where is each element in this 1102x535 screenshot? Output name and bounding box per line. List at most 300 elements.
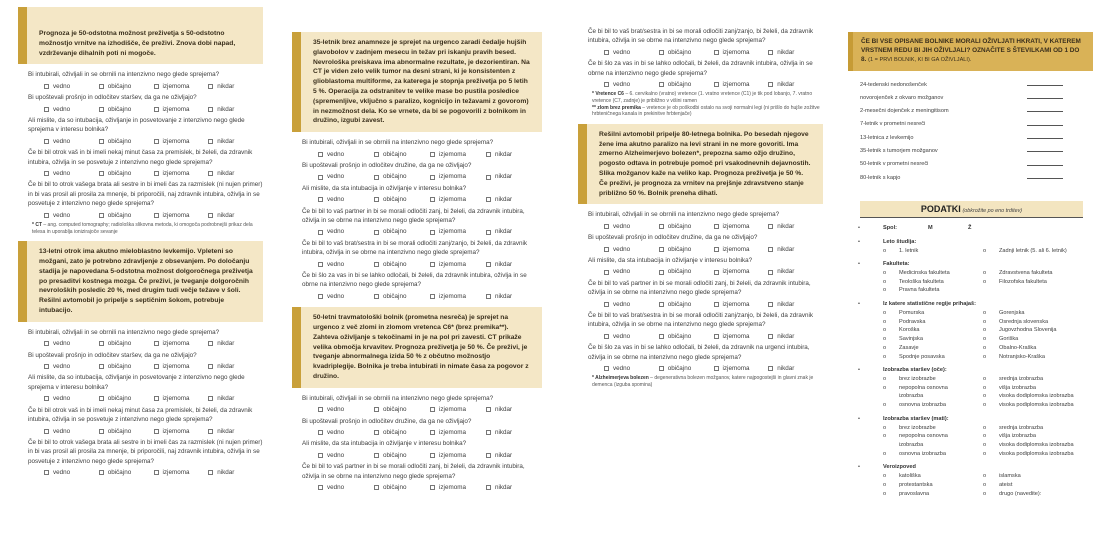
checkbox[interactable] (99, 364, 104, 369)
checkbox[interactable] (44, 107, 49, 112)
checkbox[interactable] (430, 430, 435, 435)
checkbox[interactable] (99, 429, 104, 434)
checkbox[interactable] (714, 334, 719, 339)
checkbox[interactable] (208, 364, 213, 369)
choice-label: 1. letnik (899, 247, 919, 254)
choice-option[interactable] (983, 441, 1093, 450)
choice-option[interactable] (883, 269, 983, 278)
checkbox[interactable] (659, 302, 664, 307)
checkbox[interactable] (430, 262, 435, 267)
checkbox[interactable] (374, 485, 379, 490)
checkbox[interactable] (430, 230, 435, 235)
answer-option-vedno[interactable] (318, 195, 374, 204)
choice-option[interactable] (983, 326, 1093, 335)
bullet: • (858, 301, 860, 308)
choice-option[interactable] (983, 450, 1093, 459)
checkbox[interactable] (44, 396, 49, 401)
rank-input-line[interactable] (1027, 85, 1063, 86)
checkbox[interactable] (486, 407, 491, 412)
choice-option[interactable] (983, 472, 1093, 481)
answer-option-izjemoma[interactable] (430, 292, 486, 301)
choice-option[interactable] (883, 375, 983, 384)
checkbox[interactable] (318, 485, 323, 490)
checkbox[interactable] (604, 247, 609, 252)
checkbox[interactable] (318, 175, 323, 180)
choice-option[interactable] (983, 424, 1093, 433)
answer-option-običajno[interactable] (659, 300, 714, 309)
checkbox[interactable] (44, 341, 49, 346)
answer-option-nikdar[interactable] (208, 82, 263, 91)
answer-option-nikdar[interactable] (486, 483, 542, 492)
checkbox[interactable] (318, 294, 323, 299)
checkbox[interactable] (374, 152, 379, 157)
choice-option[interactable] (883, 432, 983, 449)
checkbox[interactable] (604, 50, 609, 55)
answer-option-vedno[interactable] (318, 172, 374, 181)
answer-option-nikdar[interactable] (486, 405, 542, 414)
answer-option-izjemoma[interactable] (154, 427, 209, 436)
answer-option-nikdar[interactable] (208, 427, 263, 436)
checkbox[interactable] (486, 453, 491, 458)
answer-option-običajno[interactable] (659, 80, 714, 89)
checkbox[interactable] (208, 396, 213, 401)
rank-input-line[interactable] (1027, 125, 1063, 126)
checkbox[interactable] (374, 430, 379, 435)
answer-option-izjemoma[interactable] (714, 300, 769, 309)
checkbox[interactable] (208, 341, 213, 346)
answer-option-običajno[interactable] (99, 211, 154, 220)
answer-option-izjemoma[interactable] (714, 80, 769, 89)
choice-option[interactable] (883, 450, 983, 459)
checkbox[interactable] (486, 230, 491, 235)
answer-option-izjemoma[interactable] (154, 362, 209, 371)
checkbox[interactable] (604, 224, 609, 229)
circle-marker: o (883, 247, 887, 254)
answer-option-običajno[interactable] (374, 227, 430, 236)
spol-z[interactable]: Ž (968, 224, 972, 231)
answer-option-vedno[interactable] (44, 105, 99, 114)
checkbox[interactable] (44, 470, 49, 475)
answer-option-nikdar[interactable] (768, 80, 823, 89)
rank-input-line[interactable] (1027, 178, 1063, 179)
checkbox[interactable] (44, 84, 49, 89)
answer-option-vedno[interactable] (318, 428, 374, 437)
answer-option-vedno[interactable] (318, 150, 374, 159)
choice-option[interactable] (983, 375, 1093, 384)
answer-option-običajno[interactable] (99, 105, 154, 114)
checkbox[interactable] (486, 262, 491, 267)
answer-option-vedno[interactable] (318, 405, 374, 414)
answer-option-vedno[interactable] (44, 394, 99, 403)
answer-option-vedno[interactable] (44, 137, 99, 146)
checkbox[interactable] (99, 171, 104, 176)
answer-option-vedno[interactable] (44, 362, 99, 371)
checkbox[interactable] (374, 407, 379, 412)
option-label: izjemoma (162, 363, 190, 371)
answer-option-izjemoma[interactable] (714, 222, 769, 231)
checkbox[interactable] (208, 139, 213, 144)
checkbox[interactable] (44, 139, 49, 144)
option-label: izjemoma (722, 365, 750, 373)
checkbox[interactable] (44, 213, 49, 218)
checkbox[interactable] (768, 270, 773, 275)
answer-option-vedno[interactable] (318, 260, 374, 269)
option-label: izjemoma (722, 245, 750, 253)
answer-option-izjemoma[interactable] (714, 332, 769, 341)
checkbox[interactable] (486, 152, 491, 157)
checkbox[interactable] (154, 341, 159, 346)
checkbox[interactable] (768, 82, 773, 87)
answer-option-nikdar[interactable] (208, 169, 263, 178)
choice-option[interactable] (883, 286, 983, 295)
answer-option-nikdar[interactable] (768, 222, 823, 231)
rank-input-line[interactable] (1027, 165, 1063, 166)
choice-option[interactable] (983, 384, 1093, 393)
checkbox[interactable] (99, 139, 104, 144)
checkbox[interactable] (318, 430, 323, 435)
checkbox[interactable] (604, 366, 609, 371)
checkbox[interactable] (208, 84, 213, 89)
checkbox[interactable] (714, 366, 719, 371)
answer-option-vedno[interactable] (44, 211, 99, 220)
checkbox[interactable] (486, 294, 491, 299)
answer-option-izjemoma[interactable] (154, 105, 209, 114)
answer-option-nikdar[interactable] (768, 48, 823, 57)
answer-option-izjemoma[interactable] (714, 267, 769, 276)
checkbox[interactable] (714, 247, 719, 252)
checkbox[interactable] (714, 224, 719, 229)
checkbox[interactable] (604, 270, 609, 275)
answer-option-nikdar[interactable] (768, 267, 823, 276)
answer-option-običajno[interactable] (374, 451, 430, 460)
answer-option-izjemoma[interactable] (430, 405, 486, 414)
answer-option-običajno[interactable] (374, 292, 430, 301)
checkbox[interactable] (659, 50, 664, 55)
answer-option-običajno[interactable] (99, 362, 154, 371)
answer-option-nikdar[interactable] (486, 150, 542, 159)
checkbox[interactable] (714, 50, 719, 55)
checkbox[interactable] (154, 84, 159, 89)
choice-option[interactable] (883, 481, 983, 490)
checkbox[interactable] (659, 224, 664, 229)
options-column (883, 472, 983, 498)
checkbox[interactable] (318, 197, 323, 202)
choice-option[interactable] (883, 424, 983, 433)
checkbox[interactable] (486, 430, 491, 435)
ranking-label: 24-tedenski nedonošenček (860, 81, 927, 88)
answer-option-vedno[interactable] (318, 227, 374, 236)
answer-option-običajno[interactable] (99, 169, 154, 178)
answer-option-običajno[interactable] (659, 364, 714, 373)
checkbox[interactable] (486, 197, 491, 202)
footnote (578, 91, 823, 104)
checkbox[interactable] (604, 302, 609, 307)
checkbox[interactable] (318, 152, 323, 157)
checkbox[interactable] (374, 294, 379, 299)
checkbox[interactable] (208, 470, 213, 475)
checkbox[interactable] (318, 453, 323, 458)
answer-option-nikdar[interactable] (486, 428, 542, 437)
choice-option[interactable] (983, 432, 1093, 441)
answer-option-vedno[interactable] (604, 80, 659, 89)
answer-option-izjemoma[interactable] (154, 394, 209, 403)
checkbox[interactable] (374, 262, 379, 267)
answer-option-vedno[interactable] (604, 267, 659, 276)
answer-option-običajno[interactable] (99, 339, 154, 348)
choice-label: visoka podiplomska izobrazba (999, 450, 1074, 457)
answer-option-običajno[interactable] (99, 468, 154, 477)
rank-input-line[interactable] (1027, 111, 1063, 112)
checkbox[interactable] (99, 396, 104, 401)
answer-option-izjemoma[interactable] (430, 195, 486, 204)
checkbox[interactable] (430, 175, 435, 180)
answer-option-nikdar[interactable] (208, 211, 263, 220)
answer-option-običajno[interactable] (374, 428, 430, 437)
checkbox[interactable] (486, 175, 491, 180)
choice-option[interactable] (983, 344, 1093, 353)
checkbox[interactable] (768, 50, 773, 55)
checkbox[interactable] (99, 470, 104, 475)
checkbox[interactable] (430, 152, 435, 157)
answer-option-običajno[interactable] (374, 260, 430, 269)
answer-option-vedno[interactable] (318, 451, 374, 460)
checkbox[interactable] (318, 230, 323, 235)
checkbox[interactable] (768, 366, 773, 371)
checkbox[interactable] (154, 396, 159, 401)
answer-option-nikdar[interactable] (208, 339, 263, 348)
answer-option-izjemoma[interactable] (154, 211, 209, 220)
choice-option[interactable] (983, 490, 1093, 499)
answer-option-običajno[interactable] (659, 267, 714, 276)
checkbox[interactable] (659, 82, 664, 87)
checkbox[interactable] (318, 262, 323, 267)
answer-option-vedno[interactable] (44, 427, 99, 436)
answer-option-nikdar[interactable] (768, 245, 823, 254)
choice-label: Pomurska (899, 309, 925, 316)
answer-option-izjemoma[interactable] (430, 428, 486, 437)
checkbox[interactable] (659, 247, 664, 252)
answer-option-vedno[interactable] (604, 332, 659, 341)
option-label: običajno (107, 170, 132, 178)
answer-option-običajno[interactable] (659, 48, 714, 57)
answer-option-nikdar[interactable] (208, 105, 263, 114)
answer-option-običajno[interactable] (99, 82, 154, 91)
choice-option[interactable] (983, 318, 1093, 327)
checkbox[interactable] (604, 334, 609, 339)
rank-input-line[interactable] (1027, 151, 1063, 152)
answer-option-nikdar[interactable] (208, 394, 263, 403)
rank-input-line[interactable] (1027, 138, 1063, 139)
answer-option-nikdar[interactable] (208, 137, 263, 146)
answer-option-izjemoma[interactable] (430, 150, 486, 159)
choice-option[interactable] (883, 309, 983, 318)
choice-option[interactable] (883, 384, 983, 401)
answer-option-izjemoma[interactable] (154, 137, 209, 146)
answer-option-vedno[interactable] (604, 48, 659, 57)
checkbox[interactable] (430, 485, 435, 490)
checkbox[interactable] (659, 366, 664, 371)
answer-option-vedno[interactable] (44, 468, 99, 477)
answer-options (18, 362, 263, 371)
option-label: običajno (383, 260, 407, 268)
checkbox[interactable] (154, 139, 159, 144)
checkbox[interactable] (99, 84, 104, 89)
answer-option-nikdar[interactable] (208, 468, 263, 477)
answer-option-vedno[interactable] (44, 339, 99, 348)
checkbox[interactable] (714, 302, 719, 307)
checkbox[interactable] (154, 470, 159, 475)
checkbox[interactable] (430, 197, 435, 202)
choice-option[interactable] (883, 401, 983, 410)
answer-option-običajno[interactable] (99, 427, 154, 436)
ranking-item (848, 132, 1093, 145)
ranking-label: 35-letnik s tumorjem možganov (860, 148, 938, 155)
answer-option-izjemoma[interactable] (154, 82, 209, 91)
answer-option-izjemoma[interactable] (430, 260, 486, 269)
circle-marker: o (983, 327, 987, 334)
answer-option-izjemoma[interactable] (714, 245, 769, 254)
answer-option-izjemoma[interactable] (154, 169, 209, 178)
checkbox[interactable] (768, 247, 773, 252)
choice-option[interactable] (983, 335, 1093, 344)
answer-option-vedno[interactable] (604, 222, 659, 231)
ranking-title: ČE BI VSE OPISANE BOLNIKE MORALI OŽIVLJATI HKRATI, V KATEREM VRSTNEM REDU BI JIH OŽIVLJALI? OZNAČITE S ŠTEVILKAMI OD 1 DO 8. (861, 38, 1081, 64)
choice-option[interactable] (883, 318, 983, 327)
checkbox[interactable] (374, 230, 379, 235)
answer-option-izjemoma[interactable] (154, 468, 209, 477)
choice-option[interactable] (983, 401, 1093, 410)
checkbox[interactable] (768, 302, 773, 307)
answer-option-nikdar[interactable] (486, 195, 542, 204)
answer-option-izjemoma[interactable] (430, 227, 486, 236)
answer-option-običajno[interactable] (374, 195, 430, 204)
checkbox[interactable] (154, 171, 159, 176)
checkbox[interactable] (44, 171, 49, 176)
answer-option-izjemoma[interactable] (714, 48, 769, 57)
choice-option[interactable] (983, 247, 1093, 256)
answer-option-nikdar[interactable] (486, 260, 542, 269)
choice-option[interactable] (883, 490, 983, 499)
answer-option-običajno[interactable] (659, 332, 714, 341)
choice-option[interactable] (983, 269, 1093, 278)
checkbox[interactable] (154, 107, 159, 112)
checkbox[interactable] (99, 341, 104, 346)
checkbox[interactable] (659, 270, 664, 275)
answer-option-običajno[interactable] (374, 405, 430, 414)
checkbox[interactable] (714, 82, 719, 87)
checkbox[interactable] (154, 429, 159, 434)
answer-option-nikdar[interactable] (768, 332, 823, 341)
choice-label: Notranjsko-Kraška (999, 353, 1046, 360)
choice-option[interactable] (983, 309, 1093, 318)
circle-marker: o (983, 393, 987, 400)
checkbox[interactable] (208, 213, 213, 218)
checkbox[interactable] (604, 82, 609, 87)
answer-option-običajno[interactable] (374, 150, 430, 159)
answer-option-vedno[interactable] (44, 169, 99, 178)
choice-option[interactable] (883, 472, 983, 481)
option-label: vedno (613, 222, 631, 230)
answer-option-običajno[interactable] (99, 137, 154, 146)
choice-option[interactable] (883, 278, 983, 287)
answer-option-vedno[interactable] (604, 300, 659, 309)
checkbox[interactable] (99, 107, 104, 112)
checkbox[interactable] (430, 453, 435, 458)
checkbox[interactable] (374, 175, 379, 180)
answer-option-običajno[interactable] (659, 245, 714, 254)
checkbox[interactable] (430, 407, 435, 412)
choice-option[interactable] (883, 344, 983, 353)
answer-option-nikdar[interactable] (768, 364, 823, 373)
answer-option-običajno[interactable] (374, 172, 430, 181)
choice-option[interactable] (883, 326, 983, 335)
answer-option-izjemoma[interactable] (714, 364, 769, 373)
checkbox[interactable] (430, 294, 435, 299)
choice-option[interactable] (983, 278, 1093, 287)
answer-option-vedno[interactable] (318, 483, 374, 492)
answer-option-izjemoma[interactable] (154, 339, 209, 348)
option-label: izjemoma (439, 451, 466, 459)
choice-option[interactable] (883, 247, 983, 256)
choice-label: protestantska (899, 481, 933, 488)
rank-input-line[interactable] (1027, 98, 1063, 99)
option-label: nikdar (217, 105, 235, 113)
checkbox[interactable] (208, 107, 213, 112)
checkbox[interactable] (374, 453, 379, 458)
answer-option-nikdar[interactable] (486, 292, 542, 301)
answer-option-običajno[interactable] (374, 483, 430, 492)
circle-marker: o (883, 287, 887, 294)
spol-m[interactable]: M (928, 224, 933, 231)
answer-option-nikdar[interactable] (208, 362, 263, 371)
checkbox[interactable] (318, 407, 323, 412)
choice-label: Obalno-Kraška (999, 344, 1037, 351)
checkbox[interactable] (768, 224, 773, 229)
answer-option-izjemoma[interactable] (430, 172, 486, 181)
choice-option[interactable] (883, 353, 983, 362)
checkbox[interactable] (99, 213, 104, 218)
answer-option-običajno[interactable] (659, 222, 714, 231)
checkbox[interactable] (154, 364, 159, 369)
answer-option-izjemoma[interactable] (430, 451, 486, 460)
answer-option-nikdar[interactable] (486, 451, 542, 460)
checkbox[interactable] (44, 364, 49, 369)
footnote (18, 222, 263, 235)
checkbox[interactable] (154, 213, 159, 218)
checkbox[interactable] (374, 197, 379, 202)
answer-option-izjemoma[interactable] (430, 483, 486, 492)
choice-option[interactable] (983, 481, 1093, 490)
checkbox[interactable] (714, 270, 719, 275)
choice-option[interactable] (983, 392, 1093, 401)
answer-option-nikdar[interactable] (486, 172, 542, 181)
checkbox[interactable] (768, 334, 773, 339)
checkbox[interactable] (208, 171, 213, 176)
answer-option-vedno[interactable] (604, 364, 659, 373)
answer-option-nikdar[interactable] (768, 300, 823, 309)
choice-option[interactable] (983, 353, 1093, 362)
checkbox[interactable] (486, 485, 491, 490)
checkbox[interactable] (44, 429, 49, 434)
choice-option[interactable] (883, 335, 983, 344)
answer-option-vedno[interactable] (44, 82, 99, 91)
answer-option-nikdar[interactable] (486, 227, 542, 236)
checkbox[interactable] (659, 334, 664, 339)
answer-option-vedno[interactable] (318, 292, 374, 301)
answer-option-vedno[interactable] (604, 245, 659, 254)
checkbox[interactable] (208, 429, 213, 434)
answer-option-običajno[interactable] (99, 394, 154, 403)
